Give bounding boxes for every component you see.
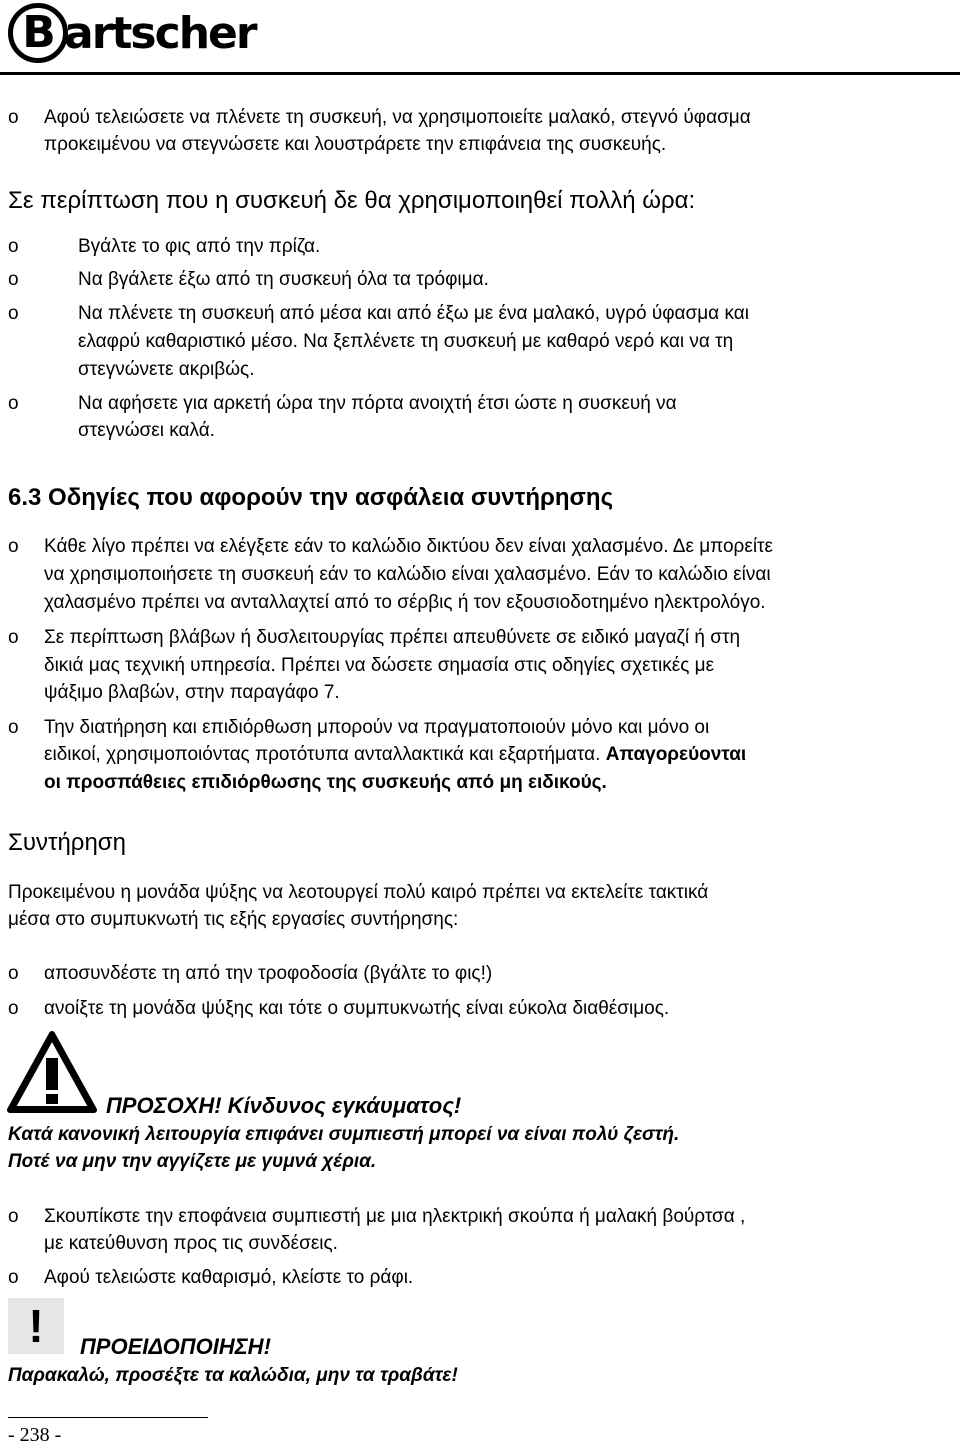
cleaning-item-2: Αφού τελειώστε καθαρισμό, κλείστε το ράφι.	[44, 1267, 414, 1288]
long-unused-item-4-line-1: Να αφήσετε για αρκετή ώρα την πόρτα ανοιχτή έτσι ώστε η συσκευή να	[78, 393, 677, 414]
safety-item-3-bold-end: οι προσπάθειες επιδιόρθωσης της συσκευής από μη ειδικούς.	[44, 772, 607, 793]
maintenance-item-1: αποσυνδέστε τη από την τροφοδοσία (βγάλτε το φις!)	[44, 963, 493, 984]
footer-rule	[8, 1417, 208, 1418]
bullet: o	[8, 998, 19, 1019]
long-unused-item-3-line-2: ελαφρύ καθαριστικό μέσο. Να ξεπλένετε τη συσκευή με καθαρό νερό και να τη	[78, 331, 734, 352]
safety-item-2-line-1: Σε περίπτωση βλάβων ή δυσλειτουργίας πρέπει απευθύνετε σε ειδικό μαγαζί ή στη	[44, 627, 741, 648]
safety-item-3-line-2	[44, 741, 746, 768]
maintenance-intro-line-2: μέσα στο συμπυκνωτή τις εξής εργασίες συντήρησης:	[8, 909, 459, 930]
bullet: o	[8, 1267, 19, 1288]
long-unused-item-2: Να βγάλετε έξω από τη συσκευή όλα τα τρόφιμα.	[78, 269, 489, 290]
exclamation-icon: !	[8, 1298, 64, 1354]
bullet: o	[8, 717, 19, 738]
maintenance-item-2: ανοίξτε τη μονάδα ψύξης και τότε ο συμπυκνωτής είναι εύκολα διαθέσιμος.	[44, 998, 670, 1019]
page-number: - 238 -	[8, 1424, 62, 1446]
bullet: o	[8, 236, 19, 257]
safety-item-1-line-2: να χρησιμοποιήσετε τη συσκευή εάν το καλώδιο είναι χαλασμένο. Εάν το καλώδιο είναι	[44, 564, 771, 585]
long-unused-heading: Σε περίπτωση που η συσκευή δε θα χρησιμοποιηθεί πολλή ώρα:	[8, 187, 696, 214]
safety-item-2-line-3: ψάξιμο βλαβών, στην παραγάφο 7.	[44, 682, 340, 703]
safety-item-3-line-1: Την διατήρηση και επιδιόρθωση μπορούν να πραγματοποιούν μόνο και μόνο οι	[44, 717, 710, 738]
caution-line-2: Ποτέ να μην την αγγίζετε με γυμνά χέρια.	[8, 1151, 377, 1172]
long-unused-item-1: Βγάλτε το φις από την πρίζα.	[78, 236, 321, 257]
brand-logo-initial: B	[8, 3, 68, 63]
bullet: o	[8, 269, 19, 290]
bullet: o	[8, 1206, 19, 1227]
maintenance-intro-line-1: Προκειμένου η μονάδα ψύξης να λεοτουργεί πολύ καιρό πρέπει να εκτελείτε τακτικά	[8, 882, 709, 903]
caution-title: ΠΡΟΣΟΧΗ! Κίνδυνος εγκάυματος!	[106, 1093, 462, 1118]
maintenance-heading: Συντήρηση	[8, 829, 126, 856]
bullet: o	[8, 393, 19, 414]
bullet: o	[8, 963, 19, 984]
safety-item-2-line-2: δικιά μας τεχνική υπηρεσία. Πρέπει να δώσετε σημασία στις οδηγίες σχετικές με	[44, 655, 715, 676]
warning-title: ΠΡΟΕΙΔΟΠΟΙΗΣΗ!	[80, 1334, 271, 1359]
intro-line-2: προκειμένου να στεγνώσετε και λουστράρετε την επιφάνεια της συσκευής.	[44, 134, 667, 155]
safety-item-1-line-1: Κάθε λίγο πρέπει να ελέγξετε εάν το καλώδιο δικτύου δεν είναι χαλασμένο. Δε μπορείτε	[44, 536, 774, 557]
bullet: o	[8, 303, 19, 324]
warning-line-1: Παρακαλώ, προσέξτε τα καλώδια, μην τα τραβάτε!	[8, 1365, 458, 1386]
bullet: o	[8, 536, 19, 557]
safety-item-3-normal: ειδικοί, χρησιμοποιόντας προτότυπα ανταλλακτικά και εξαρτήματα.	[44, 744, 601, 765]
safety-item-3-bold-start: Απαγορεύονται	[605, 744, 747, 765]
long-unused-item-3-line-3: στεγνώνετε ακριβώς.	[78, 359, 255, 380]
long-unused-item-3-line-1: Να πλένετε τη συσκευή από μέσα και από έξω με ένα μαλακό, υγρό ύφασμα και	[78, 303, 749, 324]
brand-logo-text: artscher	[64, 7, 256, 59]
caution-line-1: Κατά κανονική λειτουργία επιφάνει συμπιεστή μπορεί να είναι πολύ ζεστή.	[8, 1124, 680, 1145]
section-6-3-heading	[8, 483, 613, 513]
long-unused-item-4-line-2: στεγνώσει καλά.	[78, 420, 215, 441]
safety-item-1-line-3: χαλασμένο πρέπει να ανταλλαχτεί από το σέρβις ή τον εξουσιοδοτημένο ηλεκτρολόγο.	[44, 592, 766, 613]
cleaning-item-1-line-1: Σκουπίκστε την εποφάνεια συμπιεστή με μια ηλεκτρική σκούπα ή μαλακή βούρτσα ,	[44, 1206, 746, 1227]
intro-line-1: Αφού τελειώσετε να πλένετε τη συσκευή, να χρησιμοποιείτε μαλακό, στεγνό ύφασμα	[44, 107, 751, 128]
brand-logo	[8, 0, 256, 66]
bullet: o	[8, 627, 19, 648]
warning-triangle-icon	[6, 1030, 98, 1114]
bullet: o	[8, 107, 19, 128]
cleaning-item-1-line-2: με κατεύθυνση προς τις συνδέσεις.	[44, 1233, 338, 1254]
header-rule	[0, 72, 960, 75]
section-title: Οδηγίες που αφορούν την ασφάλεια συντήρησης	[48, 484, 614, 511]
section-number: 6.3	[8, 484, 42, 511]
